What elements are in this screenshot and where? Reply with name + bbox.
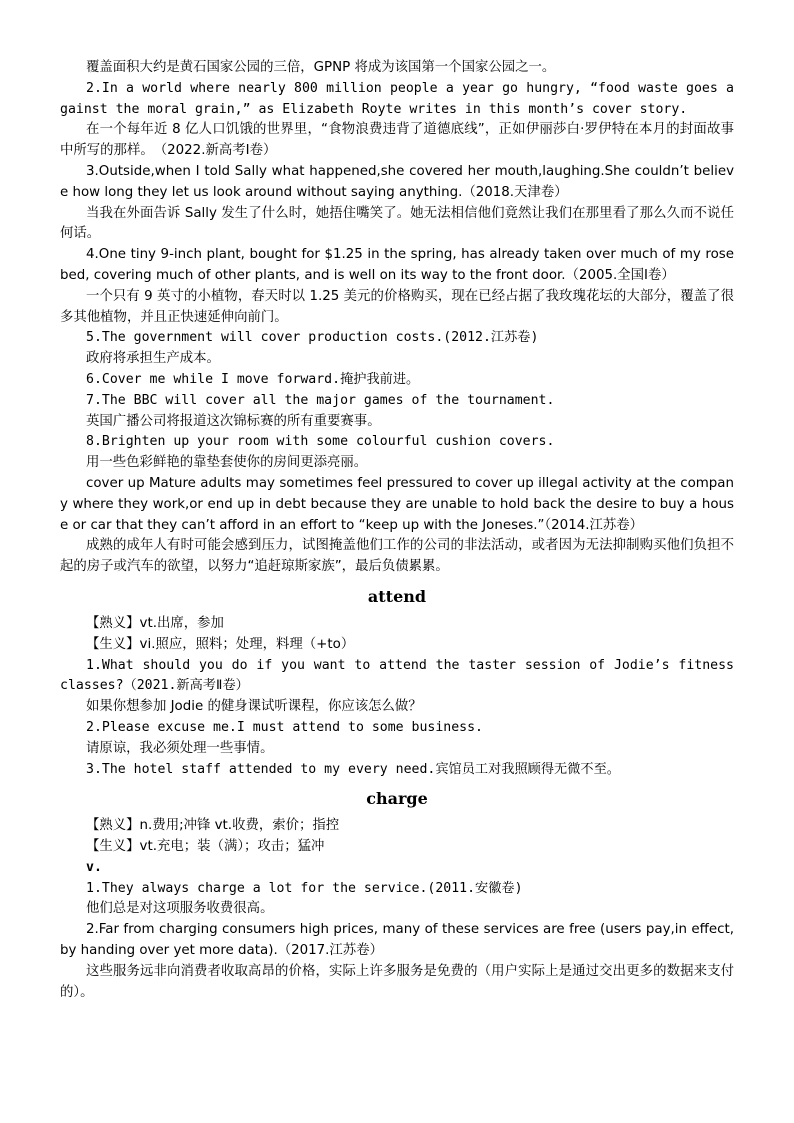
attend-zh-1: 如果你想参加 Jodie 的健身课试听课程，你应该怎么做？ [86,699,422,715]
cover-example-5: 5.The government will cover production costs.(2012.江苏卷) [86,330,539,346]
cover-zh-3: 当我在外面告诉 Sally 发生了什么时，她捂住嘴笑了。她无法相信他们竟然让我们在那里看了那么久而不说任何话。 [60,205,734,242]
cover-zh-8: 用一些色彩鲜艳的靠垫套使你的房间更添亮丽。 [86,455,368,471]
charge-example-2: 2.Far from charging consumers high prices, many of these services are free (users pay,in effect,by handing over yet more data).（2017.江苏卷） [60,922,734,959]
heading-attend: attend [367,586,427,606]
cover-up-zh: 成熟的成年人有时可能会感到压力，试图掩盖他们工作的公司的非法活动，或者因为无法抑制购买他们负担不起的房子或汽车的欲望，以努力“追赶琼斯家族”，最后负债累累。 [60,538,734,575]
charge-familiar-meaning: 【熟义】n.费用;冲锋 vt.收费，索价；指控 [86,818,340,834]
charge-new-meaning: 【生义】vt.充电；装（满）；攻击；猛冲 [86,839,325,855]
attend-example-1: 1.What should you do if you want to attend the taster session of Jodie’s fitness classes?（2021.新高考Ⅱ卷） [60,657,734,694]
cover-example-8: 8.Brighten up your room with some colourful cushion covers. [86,434,555,450]
attend-new-meaning: 【生义】vi.照应，照料；处理，料理（+to） [86,636,355,652]
charge-zh-2: 这些服务远非向消费者收取高昂的价格，实际上许多服务是免费的（用户实际上是通过交出更多的数据来支付的）。 [60,963,734,1000]
cover-zh-7: 英国广播公司将报道这次锦标赛的所有重要赛事。 [86,413,381,429]
cover-zh-5: 政府将承担生产成本。 [86,351,220,367]
cover-up-example: cover up Mature adults may sometimes feel pressured to cover up illegal activity at the company where they work,or end up in debt because they are unable to hold back the desire to buy a house or car that they can’t afford in an effort to “keep up with the Joneses.”（2014.江苏卷） [60,475,734,533]
charge-part-of-speech: v. [86,859,102,875]
attend-zh-2: 请原谅，我必须处理一些事情。 [86,740,274,756]
charge-example-1: 1.They always charge a lot for the service.(2011.安徽卷) [86,880,523,896]
attend-familiar-meaning: 【熟义】vt.出席，参加 [86,615,224,631]
attend-example-2: 2.Please excuse me.I must attend to some business. [86,719,483,735]
cover-example-6: 6.Cover me while I move forward.掩护我前进。 [86,371,420,387]
cover-example-7: 7.The BBC will cover all the major games of the tournament. [86,392,555,408]
charge-zh-1: 他们总是对这项服务收费很高。 [86,901,274,917]
document-page [60,58,734,1003]
cover-zh-4: 一个只有 9 英寸的小植物，春天时以 1.25 美元的价格购买，现在已经占据了我玫瑰花坛的大部分，覆盖了很多其他植物，并且正快速延伸向前门。 [60,288,734,325]
attend-example-3: 3.The hotel staff attended to my every need.宾馆员工对我照顾得无微不至。 [86,761,620,777]
heading-charge: charge [366,789,428,809]
cover-example-3: 3.Outside,when I told Sally what happened,she covered her mouth,laughing.She couldn’t believe how long they let us look around without saying anything.（2018.天津卷） [60,163,734,200]
cover-zh-1: 覆盖面积大约是黄石国家公园的三倍，GPNP 将成为该国第一个国家公园之一。 [86,60,556,75]
cover-example-4: 4.One tiny 9-inch plant, bought for $1.25 in the spring, has already taken over much of my rose bed, covering much of other plants, and is well on its way to the front door.（2005.全国Ⅰ卷） [60,247,734,283]
cover-example-2: 2.In a world where nearly 800 million people a year go hungry, “food waste goes against the moral grain,” as Elizabeth Royte writes in this month’s cover story. [60,80,734,117]
cover-zh-2: 在一个每年近 8 亿人口饥饿的世界里，“食物浪费违背了道德底线”，正如伊丽莎白·罗伊特在本月的封面故事中所写的那样。 （2022.新高考Ⅰ卷） [60,122,734,159]
